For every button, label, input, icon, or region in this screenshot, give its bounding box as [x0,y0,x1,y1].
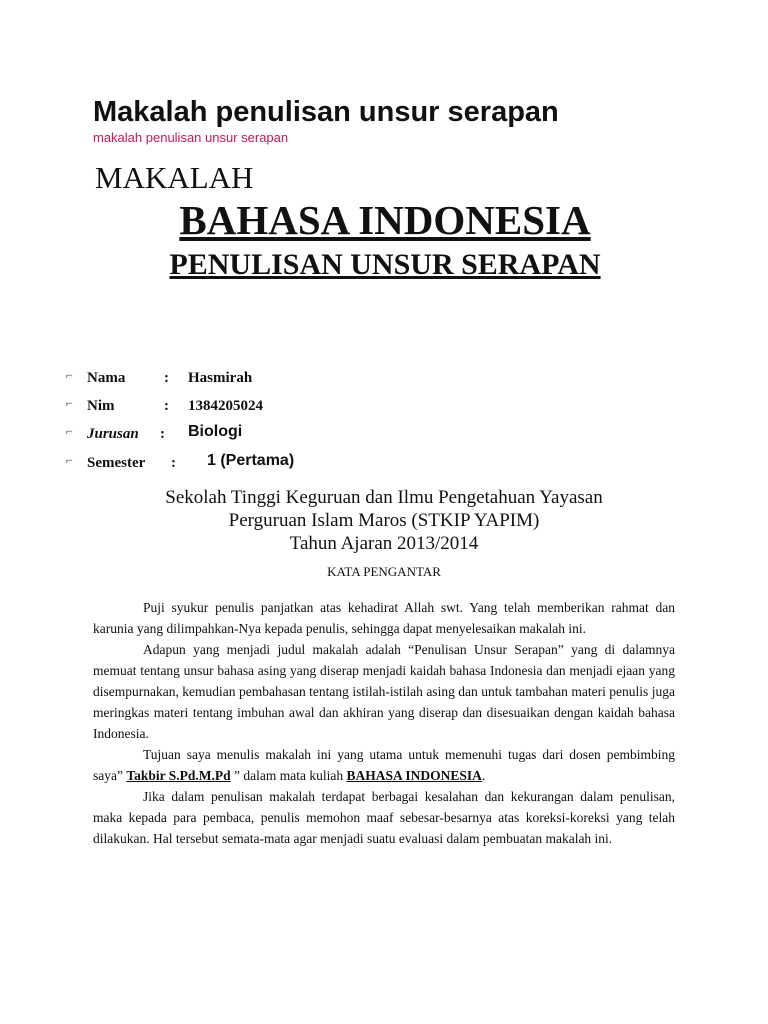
bullet-icon: ⌐ [66,453,73,467]
school-info [0,486,768,555]
bio-colon: : [164,398,169,414]
cover-heading-subject: BAHASA INDONESIA [179,197,591,243]
bio-value: Biologi [188,423,243,440]
preface-paragraph [93,744,675,786]
bio-label: Nim [87,398,115,414]
bio-value: 1384205024 [188,398,263,414]
bullet-icon: ⌐ [66,424,73,438]
cover-heading-topic: PENULISAN UNSUR SERAPAN [169,248,601,281]
paragraph-text: . [481,768,486,783]
bullet-icon: ⌐ [66,368,73,382]
bio-value: 1 (Pertama) [207,452,295,469]
bio-label: Semester [87,455,146,471]
course-name: BAHASA INDONESIA [346,768,482,783]
paragraph-text: ” dalam mata kuliah [234,768,344,783]
school-name-line: Sekolah Tinggi Keguruan dan Ilmu Pengetahuan Yayasan [165,487,603,508]
paragraph-text: Tujuan saya menulis makalah ini yang utama untuk memenuhi tugas dari dosen pembimbing saya” [93,747,675,783]
bio-value: Hasmirah [188,370,253,386]
bio-colon: : [160,426,165,442]
preface-body [93,597,675,849]
bio-label: Nama [87,370,126,386]
preface-paragraph: Adapun yang menjadi judul makalah adalah “Penulisan Unsur Serapan” yang di dalamnya memuat tentang unsur bahasa asing yang diserap menjadi kaidah bahasa Indonesia dan menjadi ejaan yang disempurnakan, kemudian pembahasan tentang istilah-istilah asing dan untuk tambahan materi penulis juga meringkas materi tentang imbuhan awal dan akhiran yang diserap dan disesuaikan dengan kaidah bahasa Indonesia. [93,642,675,741]
preface-paragraph: Jika dalam penulisan makalah terdapat berbagai kesalahan dan kekurangan dalam penulisan, maka kepada para pembaca, penulis memohon maaf sebesar-besarnya atas koreksi-koreksi yang telah dilakukan. Hal tersebut semata-mata agar menjadi suatu evaluasi dalam pembuatan makalah ini. [93,789,675,846]
bullet-icon: ⌐ [66,396,73,410]
academic-year: Tahun Ajaran 2013/2014 [289,533,479,554]
document-title: Makalah penulisan unsur serapan [93,96,559,128]
bio-colon: : [171,455,176,471]
preface-paragraph: Puji syukur penulis panjatkan atas kehadirat Allah swt. Yang telah memberikan rahmat dan karunia yang dilimpahkan-Nya kepada penulis, sehingga dapat menyelesaikan makalah ini. [93,600,675,636]
bio-colon: : [164,370,169,386]
bio-label: Jurusan [87,426,139,442]
lecturer-name: Takbir S.Pd.M.Pd [126,768,231,783]
cover-heading-makalah: MAKALAH [95,160,254,195]
preface-heading: KATA PENGANTAR [327,564,441,579]
document-subtitle: makalah penulisan unsur serapan [93,130,289,145]
school-name-line: Perguruan Islam Maros (STKIP YAPIM) [228,510,540,531]
